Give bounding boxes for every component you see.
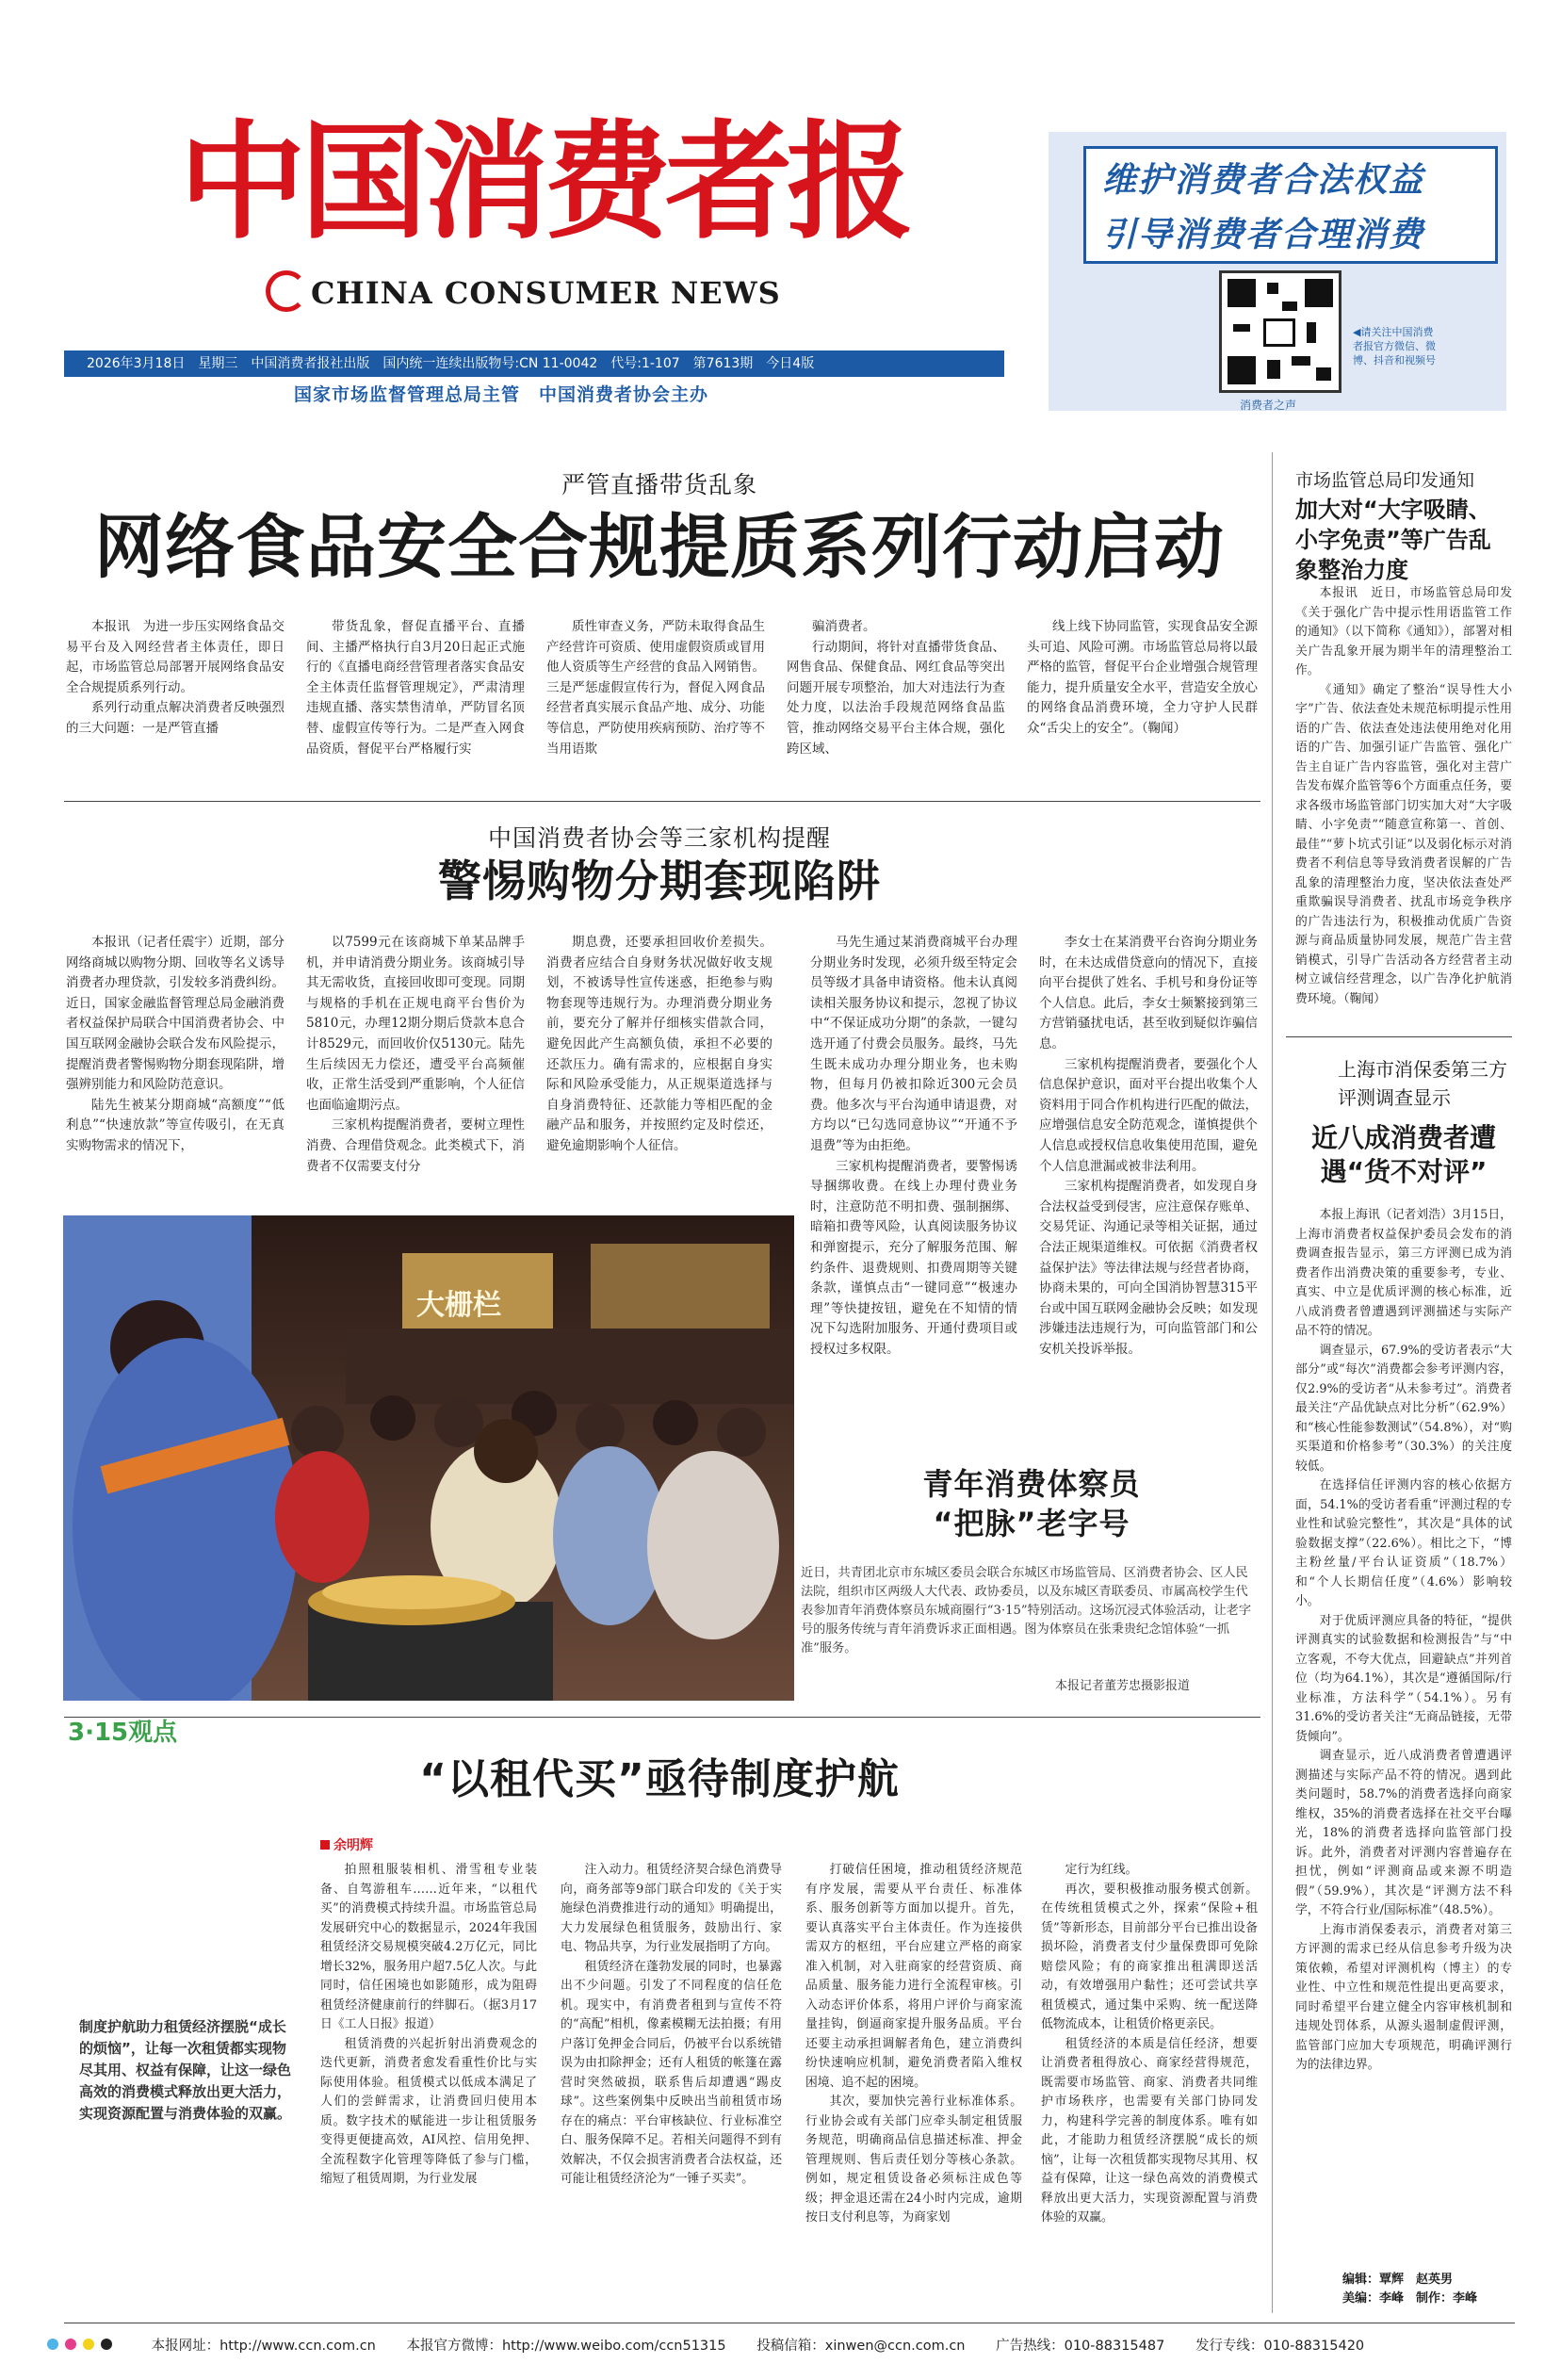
lead-col-4: [787, 617, 1005, 806]
brand-logo-icon: [266, 270, 307, 312]
paragraph: 租赁经济在蓬勃发展的同时，也暴露出不少问题。引发了不同程度的信任危机。现实中，有消费者租到与宣传不符的“高配”相机，像素模糊无法拍摄；有用户落订免押金合同后，仍被平台以系统错误为由扣除押金；还有人租赁的帐篷在露营时突然破损，联系售后却遭遇“踢皮球”。这些案例集中反映出当前租赁市场存在的痛点：平台审核缺位、行业标准空白、服务保障不足。若相关问题得不到有效解决，不仅会损害消费者合法权益，还可能让租赁经济沦为“一锤子买卖”。: [561, 1959, 782, 2186]
opinion-col-1: [320, 1861, 537, 2313]
divider: [1286, 1036, 1512, 1037]
footer-ad: 广告热线：010-88315487: [996, 2339, 1165, 2354]
masthead-english-title: CHINA CONSUMER NEWS: [311, 275, 781, 311]
opinion-col-2: [561, 1861, 782, 2313]
paragraph: 三家机构提醒消费者，要树立理性消费、合理借贷观念。此类模式下，消费者不仅需要支付分: [306, 1117, 525, 1174]
qr-instruction: ◀请关注中国消费者报官方微信、微博、抖音和视频号: [1353, 326, 1436, 367]
paragraph: 注入动力。租赁经济契合绿色消费导向，商务部等9部门联合印发的《关于实施绿色消费推进行动的通知》明确提出，大力发展绿色租赁服务，鼓励出行、家电、物品共享，为行业发展指明了方向。: [561, 1863, 782, 1954]
qr-caption: 消费者之声: [1240, 399, 1297, 412]
footer: [47, 2335, 1517, 2357]
paragraph: 再次，要积极推动服务模式创新。在传统租赁模式之外，探索“保险+租赁”等新形态，目前部分平台已推出设备损坏险，消费者支付少量保费即可免除赔偿风险；有的商家推出租满即送活动，有效增强用户黏性；还可尝试共享租赁模式，通过集中采购、统一配送降低物流成本，让租赁价格更亲民。: [1041, 1882, 1258, 2031]
paragraph: 马先生通过某消费商城平台办理分期业务时发现，必须升级至特定会员等级才具备申请资格。他未认真阅读相关服务协议和提示，忽视了协议中“不保证成功分期”的条款，一键勾选开通了付费会员服务。最终，马先生既未成功办理分期业务，也未购物，但每月仍被扣除近300元会员费。他多次与平台沟通申请退费，对方均以“已勾选同意协议”“开通不予退费”等为由拒绝。: [810, 935, 1017, 1153]
opinion-headline: “以租代买”亟待制度护航: [419, 1755, 900, 1803]
lead-col-5: 线上线下协同监管，实现食品安全源头可追、风险可溯。市场监管总局将以最严格的监管，督促平台企业增强合规管理能力，提升质量安全水平，营造安全放心的网络食品消费环境，全力守护人民群众“舌尖上的安全”。（鞠闻）: [1027, 619, 1258, 736]
paragraph: 骗消费者。: [812, 619, 876, 634]
masthead-title: 中国消费者报: [179, 106, 908, 256]
issue-info-bar: 2026年3月18日 星期三 中国消费者报社出版 国内统一连续出版物号:CN 11-0042 代号:1-107 第7613期 今日4版: [64, 350, 1004, 377]
opinion-tag: 3·15观点: [68, 1719, 178, 1747]
lead-headline: 网络食品安全合规提质系列行动启动: [94, 507, 1225, 588]
news-photo: [63, 1215, 794, 1701]
lead-col-1: [66, 617, 285, 806]
opinion-col-3: [805, 1861, 1022, 2313]
paragraph: 定行为红线。: [1065, 1863, 1138, 1877]
paragraph: 调查显示，67.9%的受访者表示“大部分”或“每次”消费都会参考评测内容，仅2.9%的受访者“从未参考过”。消费者最关注“产品优缺点对比分析”（62.9%）和“核心性能参数测试”（54.8%），对“购买渠道和价格参考”（30.3%）的关注度较低。: [1295, 1343, 1512, 1474]
column-divider: [1272, 452, 1273, 2313]
lead-col-2: 带货乱象，督促直播平台、直播间、主播严格执行自3月20日起正式施行的《直播电商经营管理者落实食品安全主体责任监督管理规定》，严肃清理违规直播、落实禁售清单，严防冒名顶替、虚假宣传等行为。二是严查入网食品资质，督促平台严格履行实: [306, 619, 525, 757]
second-col-5: [1039, 933, 1258, 1498]
photo-caption: 近日，共青团北京市东城区委员会联合东城区市场监管局、区消费者协会、区人民法院，组织市区两级人大代表、政协委员，以及东城区青联委员、市属高校学生代表参加青年消费体察员东城商圈行“3·15”特别活动。这场沉浸式体验活动，让老字号的服务传统与青年消费诉求正面相遇。图为体察员在张秉贵纪念馆体验“一抓准”服务。: [801, 1566, 1252, 1655]
paragraph: 本报上海讯（记者刘浩）3月15日，上海市消费者权益保护委员会发布的消费调查报告显示，第三方评测已成为消费者作出消费决策的重要参考，专业、真实、中立是优质评测的核心标准，近八成消费者曾遭遇到评测描述与实际产品不符的情况。: [1295, 1208, 1512, 1338]
paragraph: 以7599元在该商城下单某品牌手机，并申请消费分期业务。该商城引导其无需收货，直接回收即可变现。同期与规格的手机在正规电商平台售价为5810元，办理12期分期后贷款本息合计8529元，而回收价仅5130元。陆先生后续因无力偿还，遭受平台高频催收，正常生活受到严重影响，个人征信也面临逾期污点。: [306, 935, 525, 1113]
footer-distribution: 发行专线：010-88315420: [1195, 2339, 1365, 2354]
opinion-author: 余明辉: [320, 1835, 373, 1854]
slogan-line-2: 引导消费者合理消费: [1102, 215, 1425, 254]
paragraph: 上海市消保委表示，消费者对第三方评测的需求已经从信息参考升级为决策依赖，希望对评测机构（博主）的专业性、中立性和规范性提出更高要求，同时希望平台建立健全内容审核机制和违规处罚体系，从源头遏制虚假评测，监管部门应加大专项规范，明确评测行为的法律边界。: [1295, 1922, 1512, 2072]
paragraph: 租赁消费的兴起折射出消费观念的迭代更新，消费者愈发看重性价比与实际使用体验。租赁模式以低成本满足了人们的尝鲜需求，让消费回归使用本质。数字技术的赋能进一步让租赁服务变得更便捷高效，AI风控、信用免押、全流程数字化管理等降低了参与门槛，缩短了租赁周期，为行业发展: [320, 2036, 537, 2186]
sponsor-line: 国家市场监督管理总局主管 中国消费者协会主办: [294, 384, 709, 405]
right-kicker-2: 上海市消保委第三方评测调查显示: [1338, 1058, 1507, 1109]
second-col-4: [810, 933, 1017, 1498]
paragraph: 李女士在某消费平台咨询分期业务时，在未达成借贷意向的情况下，直接向平台提供了姓名、手机号和身份证等个人信息。此后，李女士频繁接到第三方营销骚扰电话，甚至收到疑似诈骗信息。: [1039, 935, 1258, 1051]
paragraph: 三家机构提醒消费者，要强化个人信息保护意识，面对平台提出收集个人资料用于同合作机构进行匹配的做法，应增强信息安全防范观念，谨慎提供个人信息或授权信息收集使用范围，避免个人信息泄漏或被非法利用。: [1039, 1056, 1258, 1174]
divider: [64, 1717, 1260, 1718]
paragraph: 其次，要加快完善行业标准体系。行业协会或有关部门应牵头制定租赁服务规范，明确商品信息描述标准、押金管理规则、售后责任划分等核心条款。例如，规定租赁设备必须标注成色等级；押金退还需在24小时内完成，逾期按日支付利息等，为商家划: [805, 2095, 1022, 2225]
shop-sign: 大栅栏: [416, 1289, 501, 1322]
footer-email[interactable]: 投稿信箱：xinwen@ccn.com.cn: [756, 2339, 966, 2354]
lead-col-3: 质性审查义务，严防未取得食品生产经营许可资质、使用虚假资质或冒用他人资质等生产经营的食品入网销售。三是严惩虚假宣传行为，督促入网食品经营者真实展示食品产地、成分、功能等信息，严防使用疾病预防、治疗等不当用语欺: [546, 619, 765, 757]
paragraph: 打破信任困境，推动租赁经济规范有序发展，需要从平台责任、标准体系、服务创新等方面加以提升。首先，要认真落实平台主体责任。作为连接供需双方的枢纽，平台应建立严格的商家准入机制，对入驻商家的经营资质、商品质量、服务能力进行全流程审核。引入动态评价体系，将用户评价与商家流量挂钩，倒逼商家提升服务品质。平台还要主动承担调解者角色，建立消费纠纷快速响应机制，避免消费者陷入维权困境、追不起的困境。: [805, 1863, 1022, 2090]
footer-weibo[interactable]: 本报官方微博：http://www.weibo.com/ccn51315: [406, 2339, 726, 2354]
second-kicker: 中国消费者协会等三家机构提醒: [487, 824, 831, 852]
photo-credit: 本报记者董芳忠摄影报道: [1055, 1679, 1191, 1693]
right-headline-1: 加大对“大字吸睛、小字免责”等广告乱象整治力度: [1295, 497, 1491, 583]
paragraph: 本报讯 近日，市场监管总局印发《关于强化广告中提示性用语监管工作的通知》（以下简称《通知》），部署对相关广告乱象开展为期半年的清理整治工作。: [1295, 586, 1512, 677]
paragraph: 三家机构提醒消费者，要警惕诱导捆绑收费。在线上办理付费业务时，注意防范不明扣费、强制捆绑、暗箱扣费等风险，认真阅读服务协议和弹窗提示，充分了解服务范围、解约条件、退费规则、扣费周期等关键条款，谨慎点击“一键同意”“极速办理”等快捷按钮，避免在不知情的情况下勾选附加服务、开通付费项目或授权过多权限。: [810, 1158, 1017, 1357]
paragraph: 三家机构提醒消费者，如发现自身合法权益受到侵害，应注意保存账单、交易凭证、沟通记录等相关证据，通过合法正规渠道维权。可依据《消费者权益保护法》等法律法规与经营者协商，协商未果的，可向全国消协智慧315平台或中国互联网金融协会反映；如发现涉嫌违法违规行为，可向监管部门和公安机关投诉举报。: [1039, 1179, 1258, 1357]
second-col-2: [306, 933, 525, 1211]
paragraph: 拍照租服装相机、滑雪租专业装备、自驾游租车……近年来，“以租代买”的消费模式持续升温。市场监管总局发展研究中心的数据显示，2024年我国租赁经济交易规模突破4.2万亿元，同比增长32%，服务用户超7.5亿人次。与此同时，信任困境也如影随形，成为阻碍租赁经济健康前行的绊脚石。（据3月17日《工人日报》报道）: [320, 1863, 537, 2031]
footer-website[interactable]: 本报网址：http://www.ccn.com.cn: [151, 2339, 376, 2354]
paragraph: 《通知》确定了整治“误导性大小字”广告、依法查处未规范标明提示性用语的广告、依法查处违法使用绝对化用语的广告、加强引证广告监管、强化广告主自证广告内容监管，强化对主营广告发布媒介监管等6个方面重点任务，要求各级市场监管部门切实加大对“大字吸睛、小字免责”“随意宣称第一、首创、最佳”“萝卜坑式引证”以及弱化标示对消费者不利信息等导致消费者误解的广告乱象的清理整治力度，坚决依法查处严重欺骗误导消费者、扰乱市场竞争秩序的广告违法行为，积极推动优质广告资源与商品质量协同发展，规范广告主营销模式，引导广告活动各方经营者主动树立诚信经营理念，以广告净化护航消费环境。（鞠闻）: [1295, 682, 1512, 1006]
photo-headline-2: “把脉”老字号: [933, 1506, 1130, 1541]
paragraph: 调查显示，近八成消费者曾遭遇评测描述与实际产品不符的情况。遇到此类问题时，58.7%的消费者选择向商家维权，35%的消费者选择在社交平台曝光，18%的消费者选择向监管部门投诉。此外，消费者对评测内容普遍存在担忧，例如“评测商品或来源不明造假”（59.9%），其次是“评测方法不科学，不符合行业/国际标准”（48.5%）。: [1295, 1749, 1512, 1917]
editors-line-1: 编辑：覃辉 赵英男: [1342, 2273, 1454, 2287]
qr-code-icon[interactable]: [1219, 270, 1341, 393]
paragraph: 在选择信任评测内容的核心依据方面，54.1%的受访者看重“评测过程的专业性和试验完整性”，其次是“具体的试验数据支撑”（22.6%）。相比之下，“博主粉丝量/平台认证资质”（18.7%）和“个人长期信任度”（4.6%）影响较小。: [1295, 1478, 1512, 1608]
paragraph: 对于优质评测应具备的特征，“提供评测真实的试验数据和检测报告”与“中立客观，不夸大优点，回避缺点”并列首位（均为64.1%），其次是“遵循国际/行业标准，方法科学”（54.1%）。另有31.6%的受访者关注“无商品链接，无带货倾向”。: [1295, 1613, 1512, 1744]
photo-headline-1: 青年消费体察员: [922, 1466, 1141, 1502]
opinion-col-4: [1041, 1861, 1258, 2313]
right-body-1: [1295, 584, 1512, 1018]
right-kicker-1: 市场监管总局印发通知: [1295, 470, 1475, 491]
paragraph: 系列行动重点解决消费者反映强烈的三大问题：一是严管直播: [66, 700, 285, 736]
second-headline: 警惕购物分期套现陷阱: [438, 856, 881, 906]
paragraph: 陆先生被某分期商城“高额度”“低利息”“快速放款”等宣传吸引，在无真实购物需求的情况下，: [66, 1097, 285, 1153]
opinion-summary: 制度护航助力租赁经济摆脱“成长的烦恼”，让每一次租赁都实现物尽其用、权益有保障，让这一绿色高效的消费模式释放出更大活力，实现资源配置与消费体验的双赢。: [79, 2018, 292, 2122]
paragraph: 行动期间，将针对直播带货食品、网售食品、保健食品、网红食品等突出问题开展专项整治，加大对违法行为查处力度，以法治手段规范网络食品监管，推动网络交易平台主体合规，强化跨区域、: [787, 639, 1005, 757]
right-headline-2: 近八成消费者遭遇“货不对评”: [1310, 1122, 1496, 1187]
second-col-1: [66, 933, 285, 1211]
paragraph: 本报讯 为进一步压实网络食品交易平台及入网经营者主体责任，即日起，市场监管总局部署开展网络食品安全合规提质系列行动。: [66, 619, 285, 695]
right-body-2: [1295, 1206, 1512, 2205]
lead-kicker: 严管直播带货乱象: [561, 471, 757, 498]
divider: [64, 801, 1260, 802]
paragraph: 本报讯（记者任震宇）近期，部分网络商城以购物分期、回收等名义诱导消费者办理贷款，引发较多消费纠纷。近日，国家金融监督管理总局金融消费者权益保护局联合中国消费者协会、中国互联网金融协会联合发布风险提示，提醒消费者警惕购物分期套现陷阱，增强辨别能力和风险防范意识。: [66, 935, 285, 1093]
slogan-line-1: 维护消费者合法权益: [1102, 160, 1425, 200]
paragraph: 租赁经济的本质是信任经济，想要让消费者租得放心、商家经营得规范，既需要市场监管、商家、消费者共同维护市场秩序，也需要有关部门协同发力，构建科学完善的制度体系。唯有如此，才能助力租赁经济摆脱“成长的烦恼”，让每一次租赁都实现物尽其用、权益有保障，让这一绿色高效的消费模式释放出更大活力，实现资源配置与消费体验的双赢。: [1041, 2036, 1258, 2225]
editors-line-2: 美编：李峰 制作：李峰: [1342, 2291, 1478, 2306]
second-col-3: 期息费，还要承担回收价差损失。消费者应结合自身财务状况做好收支规划，不被诱导性宣传迷惑，拒绝参与购物套现等违规行为。办理消费分期业务前，要充分了解并仔细核实借款合同，避免因此产生高额负债，承担不必要的还款压力。确有需求的，应根据自身实际和风险承受能力，从正规渠道选择与自身消费特征、还款能力等相匹配的金融产品和服务，并按照约定及时偿还，避免逾期影响个人征信。: [546, 935, 772, 1153]
